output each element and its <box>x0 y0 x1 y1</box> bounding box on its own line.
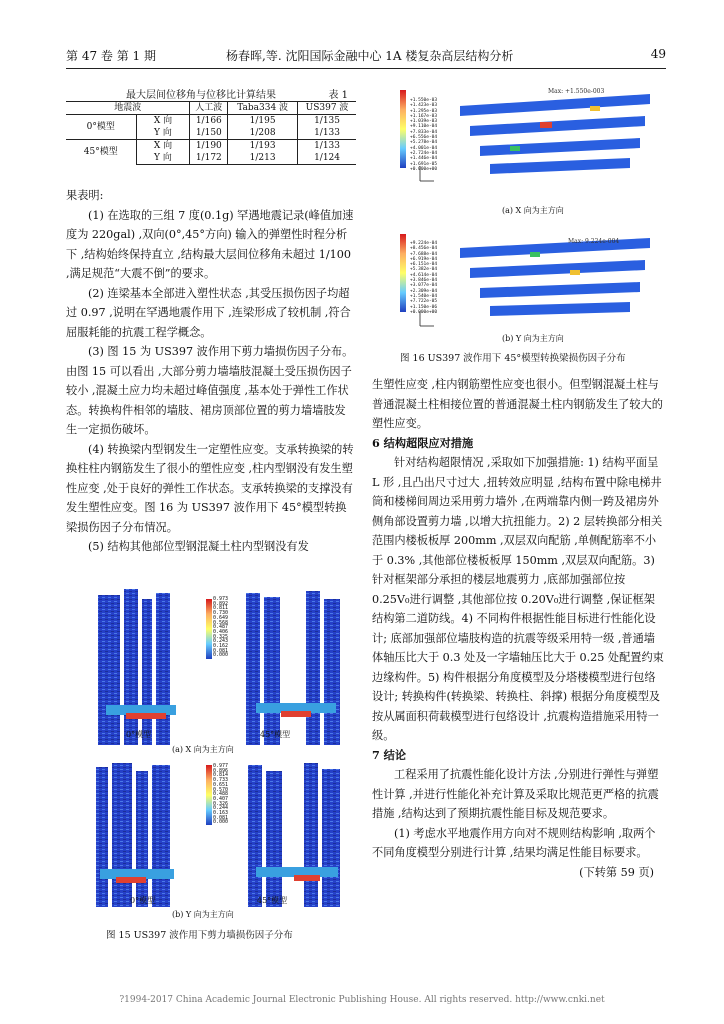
legend-value: +4.001e-04 <box>410 145 438 151</box>
paragraph: (5) 结构其他部位型钢混凝土柱内型钢没有发 <box>88 540 309 553</box>
legend-value: +6.556e-04 <box>410 135 438 141</box>
table-cell: 45°模型 <box>66 140 136 165</box>
legend-value: 0.570 <box>213 786 229 793</box>
legend-value: +3.846e-04 <box>410 278 438 284</box>
table-header: Taba334 波 <box>228 102 298 115</box>
legend-value: 0.730 <box>213 610 229 617</box>
legend-value: 0.000 <box>213 819 229 826</box>
legend-value: +7.688e-04 <box>410 251 438 257</box>
fig16-sub-a: (a) X 向为主方向 <box>502 206 564 215</box>
section-heading-6: 6 结构超限应对措施 <box>372 435 474 450</box>
running-header <box>66 47 666 67</box>
table-cell: 0°模型 <box>66 115 136 140</box>
legend-value: 0.896 <box>213 767 229 774</box>
fig15a-legend <box>206 599 212 659</box>
legend-value: +2.724e-04 <box>410 150 438 156</box>
table-header: US397 波 <box>298 102 356 115</box>
fig16a-legend-bar <box>400 90 406 168</box>
legend-value: +1.540e-04 <box>410 293 438 299</box>
table-cell: 1/172 <box>190 152 228 165</box>
legend-value: +9.110e-04 <box>410 124 438 130</box>
table-cell: X 向 <box>136 115 190 128</box>
legend-value: +0.000e+00 <box>410 309 438 315</box>
legend-value: 0.326 <box>213 800 229 807</box>
header-rule <box>66 68 666 69</box>
table-cell: 1/150 <box>190 127 228 140</box>
section-heading-7: 7 结论 <box>372 747 407 762</box>
legend-value: +7.833e-04 <box>410 129 438 135</box>
legend-value: 0.568 <box>213 619 229 626</box>
continued-note: (下转第 59 页) <box>579 865 654 879</box>
fig16b-legend-bar <box>400 234 406 312</box>
legend-value: 0.811 <box>213 605 229 612</box>
legend-value: 0.406 <box>213 628 229 635</box>
page-number: 49 <box>650 47 666 61</box>
table-cell: 1/133 <box>298 140 356 153</box>
legend-value: +6.919e-04 <box>410 256 438 262</box>
table-header: 地震波 <box>66 102 190 115</box>
fig15b-model-45 <box>248 763 340 907</box>
table-header: 人工波 <box>190 102 228 115</box>
legend-value: 0.488 <box>213 791 229 798</box>
table-cell: 1/208 <box>228 127 298 140</box>
fig15b-label-45: 45°模型 <box>257 896 288 905</box>
table-cell: 1/166 <box>190 115 228 128</box>
legend-value: 0.081 <box>213 814 229 821</box>
figure-15-graphic <box>66 585 356 935</box>
legend-value: +1.167e-03 <box>410 113 438 119</box>
table-cell: 1/133 <box>314 128 340 138</box>
legend-value: 0.651 <box>213 781 229 788</box>
fig15a-label-0: 0°模型 <box>126 730 152 739</box>
legend-value: 0.243 <box>213 638 229 645</box>
fig15-sub-a: (a) X 向为主方向 <box>172 745 234 754</box>
fig15b-label-0: 0°模型 <box>130 896 156 905</box>
legend-value: 0.487 <box>213 624 229 631</box>
legend-value: +0.000e+00 <box>410 166 438 172</box>
legend-value: +5.382e-04 <box>410 267 438 273</box>
fig15b-legend <box>206 765 212 825</box>
legend-value: 0.325 <box>213 633 229 640</box>
legend-value: +1.039e-03 <box>410 119 438 125</box>
legend-value: 0.407 <box>213 795 229 802</box>
legend-value: 0.814 <box>213 772 229 779</box>
paragraph: (4) 转换梁内型钢发生一定塑性应变。支承转换梁的转换柱柱内钢筋发生了很小的塑性应变 ,柱内型钢没有发生塑性应变 ,处于良好的弹性工作状态。支承转换梁的支撑没有发生塑性应变。图 16 为 US397 波作用下 45°模型转换梁损伤因子分布情况。 <box>66 442 354 534</box>
legend-value: +1.423e-03 <box>410 103 438 109</box>
paragraph: 工程采用了抗震性能化设计方法 ,分别进行弹性与弹塑性计算 ,并进行性能化补充计算及采取比规范更严格的抗震措施 ,结构达到了预期抗震性能目标及规范要求。 <box>372 768 659 820</box>
fig16b-legend-values <box>410 241 446 315</box>
legend-value: +1.295e-03 <box>410 108 438 114</box>
legend-value: 0.163 <box>213 810 229 817</box>
paragraph: 果表明: <box>66 189 104 202</box>
legend-value: +3.077e-04 <box>410 283 438 289</box>
legend-value: +1.446e-04 <box>410 156 438 162</box>
fig16-caption: 图 16 US397 波作用下 45°模型转换梁损伤因子分布 <box>400 353 626 364</box>
fig16a-legend-values <box>410 98 446 172</box>
paragraph: (1) 在选取的三组 7 度(0.1g) 罕遇地震记录(峰值加速度为 220gal) ,双向(0°,45°方向) 输入的弹塑性时程分析下 ,结构始终保持直立 ,结构最大层间位移角未超过 1/100 ,满足规范“大震不倒”的要求。 <box>66 208 354 280</box>
legend-value: +1.691e-05 <box>410 161 438 167</box>
table-cell: 1/190 <box>190 140 228 153</box>
legend-value: +2.309e-04 <box>410 288 438 294</box>
paragraph: (1) 考虑水平地震作用方向对不规则结构影响 ,取两个不同角度模型分别进行计算 ,结果均满足性能目标要求。 <box>372 826 656 859</box>
fig15a-model-0 <box>98 589 176 745</box>
table-cell: 1/213 <box>228 152 298 165</box>
fig16b-max: Max: 9.224e-004 <box>568 238 620 245</box>
table-cell: 1/193 <box>228 140 298 153</box>
table-cell: 1/195 <box>228 115 298 128</box>
fig15b-model-0 <box>96 763 174 907</box>
fig15a-legend-values <box>213 597 241 658</box>
paragraph: (3) 图 15 为 US397 波作用下剪力墙损伤因子分布。由图 15 可以看出 ,大部分剪力墙墙肢混凝土受压损伤因子较小 ,混凝土应力均未超过峰值强度 ,基本处于弹性工作状态。转换构件相邻的墙肢、裙房顶部位置的剪力墙墙肢发生一定损伤破坏。 <box>66 345 354 436</box>
fig15a-label-45: 45°模型 <box>260 730 291 739</box>
legend-value: 0.000 <box>213 652 229 659</box>
copyright-footer: ?1994-2017 China Academic Journal Electronic Publishing House. All rights reserved. http://www.cnki.net <box>119 995 605 1005</box>
table-cell: X 向 <box>136 140 190 153</box>
journal-volume: 第 47 卷 第 1 期 <box>66 49 156 63</box>
right-column <box>372 375 664 882</box>
fig15-caption: 图 15 US397 波作用下剪力墙损伤因子分布 <box>106 930 293 941</box>
legend-value: 0.081 <box>213 647 229 654</box>
legend-value: 0.162 <box>213 643 229 650</box>
legend-value: 0.649 <box>213 614 229 621</box>
table-title: 最大层间位移角与位移比计算结果 <box>126 90 276 101</box>
results-table <box>66 101 356 165</box>
legend-value: 0.892 <box>213 600 229 607</box>
paragraph: 生塑性应变 ,柱内钢筋塑性应变也很小。但型钢混凝土柱与普通混凝土柱相接位置的普通混凝土柱内钢筋发生了较大的塑性应变。 <box>372 378 663 430</box>
fig15-sub-b: (b) Y 向为主方向 <box>172 910 234 919</box>
paragraph: (2) 连梁基本全部进入塑性状态 ,其受压损伤因子均超过 0.97 ,说明在罕遇地震作用下 ,连梁形成了较机制 ,符合屈服耗能的抗震工程学概念。 <box>66 286 351 339</box>
legend-value: +4.614e-04 <box>410 272 438 278</box>
fig15a-model-45 <box>246 591 340 745</box>
table-cell: 1/124 <box>298 152 356 165</box>
legend-value: +7.722e-05 <box>410 299 438 305</box>
fig16a-beams <box>460 94 650 174</box>
legend-value: +8.456e-04 <box>410 246 438 252</box>
legend-value: +6.151e-04 <box>410 262 438 268</box>
article-title: 杨春晖,等. 沈阳国际金融中心 1A 楼复杂高层结构分析 <box>226 49 514 63</box>
fig16-sub-b: (b) Y 向为主方向 <box>502 334 564 343</box>
legend-value: +1.150e-06 <box>410 304 438 310</box>
table-number: 表 1 <box>328 90 348 101</box>
fig16b-beams <box>460 238 650 316</box>
fig16a-max: Max: +1.550e-003 <box>548 88 605 95</box>
legend-value: 0.733 <box>213 777 229 784</box>
legend-value: 0.244 <box>213 805 229 812</box>
legend-value: 0.977 <box>213 763 229 769</box>
table-cell: 1/135 <box>314 116 340 126</box>
legend-value: 0.973 <box>213 596 229 602</box>
legend-value: +1.550e-03 <box>410 98 438 103</box>
table-cell: Y 向 <box>136 127 190 140</box>
paragraph: 针对结构超限情况 ,采取如下加强措施: 1) 结构平面呈 L 形 ,且凸出尺寸过大 ,扭转效应明显 ,结构布置中除电梯井筒和楼梯间周边采用剪力墙外 ,在两端靠内侧一跨及裙房外侧角部设置剪力墙 ,以增大抗扭能力。2) 2 层转换部分相关范围内楼板板厚 200mm ,双层双向配筋 ,单侧配筋率不小于 0.3% ,其他部位楼板板厚 150mm ,双层双向配筋。3) 针对框架部分承担的楼层地震剪力 ,底部加强部位按 0.25V₀进行调整 ,其他部位按 0.20V₀进行调整 ,保证框架结构第二道防线。4) 不同构件根据性能目标进行性能化设计; 底部加强部位墙肢构造的抗震等级采用特一级 ,普通墙体轴压比大于 0.3 处及一字墙轴压比大于 0.25 处配置约束边缘构件。5) 构件根据分角度模型及分塔楼模型进行包络设计; 转换构件(转换梁、转换柱、斜撑) 根据分角度模型及按从属面积荷载模型进行包络设计 ,抗震构造措施采用特一级。 <box>372 456 664 742</box>
table-cell: Y 向 <box>136 152 190 165</box>
legend-value: +5.278e-04 <box>410 140 438 146</box>
fig15b-legend-values <box>213 764 241 825</box>
legend-value: +9.224e-04 <box>410 241 438 246</box>
left-column <box>66 186 356 557</box>
